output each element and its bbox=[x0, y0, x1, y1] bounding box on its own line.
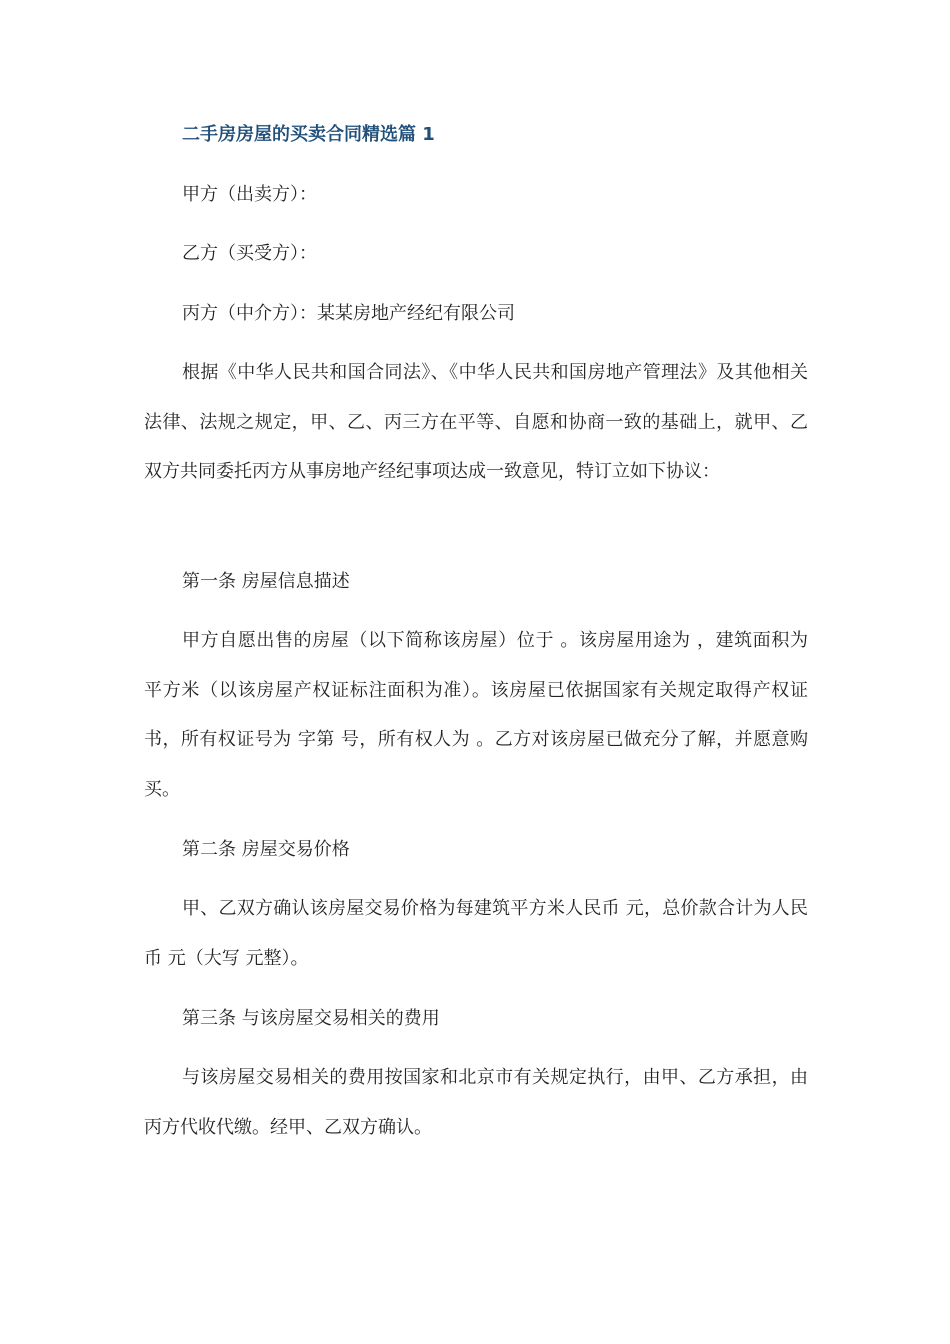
intro-paragraph: 根据《中华人民共和国合同法》、《中华人民共和国房地产管理法》及其他相关法律、法规之规定，甲、乙、丙三方在平等、自愿和协商一致的基础上，就甲、乙双方共同委托丙方从事房地产经纪事项达成一致意见，特订立如下协议： bbox=[144, 362, 808, 482]
article-2-heading: 第二条 房屋交易价格 bbox=[182, 839, 350, 860]
party-c-line: 丙方（中介方）：某某房地产经纪有限公司 bbox=[182, 303, 515, 324]
document-title: 二手房房屋的买卖合同精选篇 1 bbox=[182, 124, 435, 145]
article-3-heading: 第三条 与该房屋交易相关的费用 bbox=[182, 1008, 440, 1029]
article-3-body: 与该房屋交易相关的费用按国家和北京市有关规定执行，由甲、乙方承担，由丙方代收代缴。经甲、乙双方确认。 bbox=[144, 1067, 808, 1138]
party-a-line: 甲方（出卖方）： bbox=[182, 184, 317, 205]
article-1-body: 甲方自愿出售的房屋（以下简称该房屋）位于 。该房屋用途为 ，建筑面积为 平方米（以该房屋产权证标注面积为准）。该房屋已依据国家有关规定取得产权证书，所有权证号为 字第 号，所有权人为 。乙方对该房屋已做充分了解，并愿意购买。 bbox=[144, 630, 808, 800]
article-2-body: 甲、乙双方确认该房屋交易价格为每建筑平方米人民币 元，总价款合计为人民币 元（大写 元整）。 bbox=[144, 898, 808, 969]
party-b-line: 乙方（买受方）： bbox=[182, 243, 317, 264]
article-1-heading: 第一条 房屋信息描述 bbox=[182, 571, 350, 592]
